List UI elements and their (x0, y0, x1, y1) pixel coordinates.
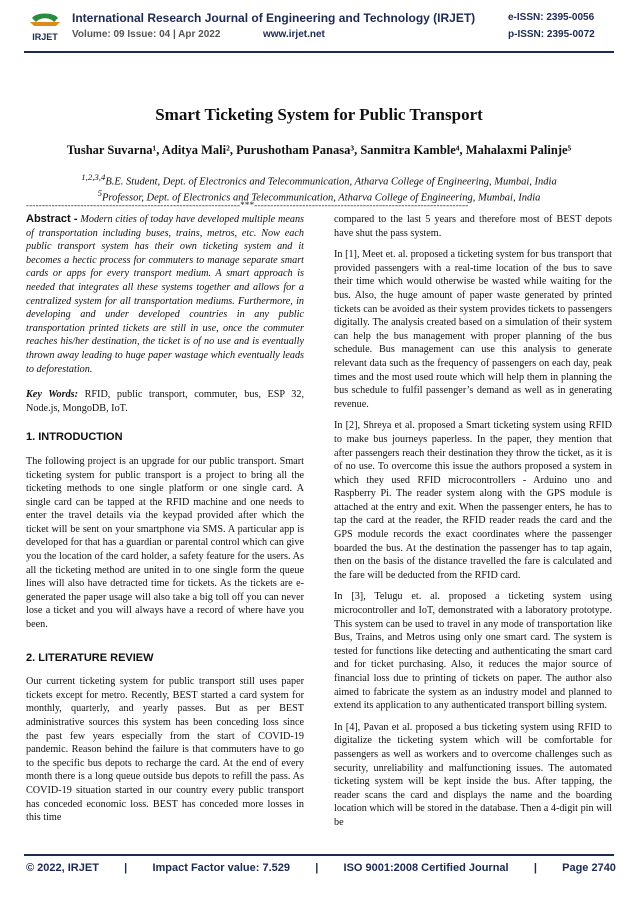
paragraph-ref-4: In [4], Pavan et al. proposed a bus ticketing system using RFID to digitalize the ticketing system which will be comfortable for passengers as well as workers and to overcome challenges such as security, unreliability and malfunctioning issues. The automated ticketing system will be kept inside the bus. After tapping, the reader scans the card and displays the name and the boarding location which will be stored in the database. Then a 4-digit pin will be (334, 721, 612, 828)
left-column (26, 213, 304, 833)
footer-rule (24, 854, 614, 856)
author-list: Tushar Suvarna¹, Aditya Mali², Purushotham Panasa³, Sanmitra Kamble⁴, Mahalaxmi Palinje⁵ (66, 143, 572, 157)
section-heading-literature-review: 2. LITERATURE REVIEW (26, 651, 154, 664)
footer-iso: ISO 9001:2008 Certified Journal (343, 862, 509, 874)
paragraph-ref-1: In [1], Meet et. al. proposed a ticketing system for bus transport that provided passengers with a real-time location of the bus to save their time which would otherwise be wasted while waiting for the bus. Also, the huge amount of paper waste generated by printed tickets can be avoided as their system provides tickets to passengers digitally. The analysis created based on a simulation of their system can help the bus management with proper planning of the bus schedule. Bus management can use this analysis to generate relevant data such as the frequency of passengers on each day, peak times and the most used route which will help them in planning the bus schedule to fulfil passenger’s demand as well as in generating revenue. (334, 249, 612, 410)
header-rule (24, 51, 614, 53)
affiliation-students (0, 172, 638, 188)
keywords-text: RFID, public transport, commuter, bus, ESP 32, Node.js, MongoDB, IoT. (26, 389, 304, 414)
section-heading-introduction: 1. INTRODUCTION (26, 431, 123, 444)
paragraph-ref-2: In [2], Shreya et al. proposed a Smart ticketing system using RFID to make bus journeys paperless. In the paper, they mention that after passengers reach their destination they throw the ticket, as it is of no use. To overcome this issue the authors proposed a system in which they used RFID microcontrollers - Arduino uno and Raspberry Pi. The reader system along with the GPS module is attached at the entry and exit. When the passenger enters, he has to tap the card at the reader, the RFID reader reads the card and the GPS module records the exact coordinates where the passenger boarded the bus. At the destination the passenger has to tap again, then on the basis of the distance travelled the fare is calculated and the fare will be deducted from the RFID card. (334, 420, 612, 581)
literature-review-text: Our current ticketing system for public transport still uses paper tickets except for metro. Recently, BEST started a card system for monthly, quarterly, and yearly passes. But as per BEST administrative sources this system has been conceding loss since the past few years especially from the start of COVID-19 pandemic. Reason behind the failure is that commuters have to go to the specific bus depots to recharge the card. At the end of every month there is a long queue outside bus depots to refill the pass. As COVID-19 situation started in our country every public transport has conceded economic loss. BEST has conceded more losses in this time (26, 676, 304, 824)
footer-impact-factor: Impact Factor value: 7.529 (152, 862, 290, 874)
affiliation-professor-text: Professor, Dept. of Electronics and Telecommunication, Atharva College of Engineering, Mumbai, India (101, 192, 541, 204)
footer-separator: | (124, 862, 128, 874)
p-issn: p-ISSN: 2395-0072 (508, 29, 595, 40)
footer-separator: | (533, 862, 537, 874)
page-footer (26, 862, 616, 874)
abstract-text: Modern cities of today have developed multiple means of transportation including buses, trains, metros, etc. Now each public transport system has their own ticketing system and it becomes a hectic process for commuters to manage separate smart cards or apps for every transport medium. A smart approach is needed that integrates all these systems together and allows for a centralized system for all transportation mediums. Furthermore, in developing and under developed countries in any public transportation printed tickets are still in use, once the commuter reaches his/her destination, the ticket is of no use and is eventually thrown away leading to huge paper wastage which eventually leads to deforestation. (26, 214, 305, 375)
paragraph-ref-3: In [3], Telugu et. al. proposed a ticketing system using microcontroller and IoT, demonstrated with a laboratory prototype. This system can be used to travel in any mode of transportation like Bus, Trains, and Metros using only one smart card. The system is tested for functions like detecting and authenticating the smart card and for ticket purchasing. Also, it reduces the major source of financial loss due to printing of tickets on paper. The author also aimed to fabricate the system as an industry model and planned to extend its application to any authenticated transport billing system. (334, 591, 612, 712)
journal-website: www.irjet.net (263, 29, 325, 40)
logo-text: IRJET (32, 32, 58, 42)
abstract (26, 213, 304, 376)
section-divider: -------------------------------------------------------------------***------------------------------------------------------------------- (26, 200, 469, 210)
volume-issue: Volume: 09 Issue: 04 | Apr 2022 (72, 29, 221, 40)
keywords (26, 388, 304, 415)
footer-separator: | (315, 862, 319, 874)
affiliation-students-sup: 1,2,3,4 (81, 172, 106, 182)
keywords-label: Key Words: (26, 389, 79, 401)
e-issn: e-ISSN: 2395-0056 (508, 12, 595, 23)
footer-copyright: © 2022, IRJET (26, 862, 99, 874)
footer-page-number: Page 2740 (562, 862, 616, 874)
paragraph-continuation: compared to the last 5 years and therefore most of BEST depots have shut the pass system. (334, 214, 612, 239)
journal-name: International Research Journal of Engineering and Technology (IRJET) (72, 11, 476, 25)
paper-title: Smart Ticketing System for Public Transport (155, 105, 483, 124)
irjet-logo (26, 12, 64, 46)
introduction-text: The following project is an upgrade for our public transport. Smart ticketing system for public transport is a project to bring all the ticketing methods to one single platform or one single card. A single card can be tapped at the RFID machine and one needs to enter the travel details via the keypad provided after which the ticket will be sent on your smartphone via SMS. A particular app is developed for that has a guardian or parental control which can give you the location of the card holder, a safety feature for the users. As all the ticketing method are united in to one single form the queue lines will also have detracted time for tickets. As the tickets are e-generated the paper usage will also take a big toll off you can never lose a ticket and you will always have a record of where have you been. (26, 455, 304, 631)
abstract-label: Abstract - (26, 213, 78, 225)
affiliation-professor-sup: 5 (97, 188, 102, 198)
right-column (334, 213, 612, 838)
affiliation-students-text: B.E. Student, Dept. of Electronics and Telecommunication, Atharva College of Engineering, Mumbai, India (105, 176, 557, 188)
